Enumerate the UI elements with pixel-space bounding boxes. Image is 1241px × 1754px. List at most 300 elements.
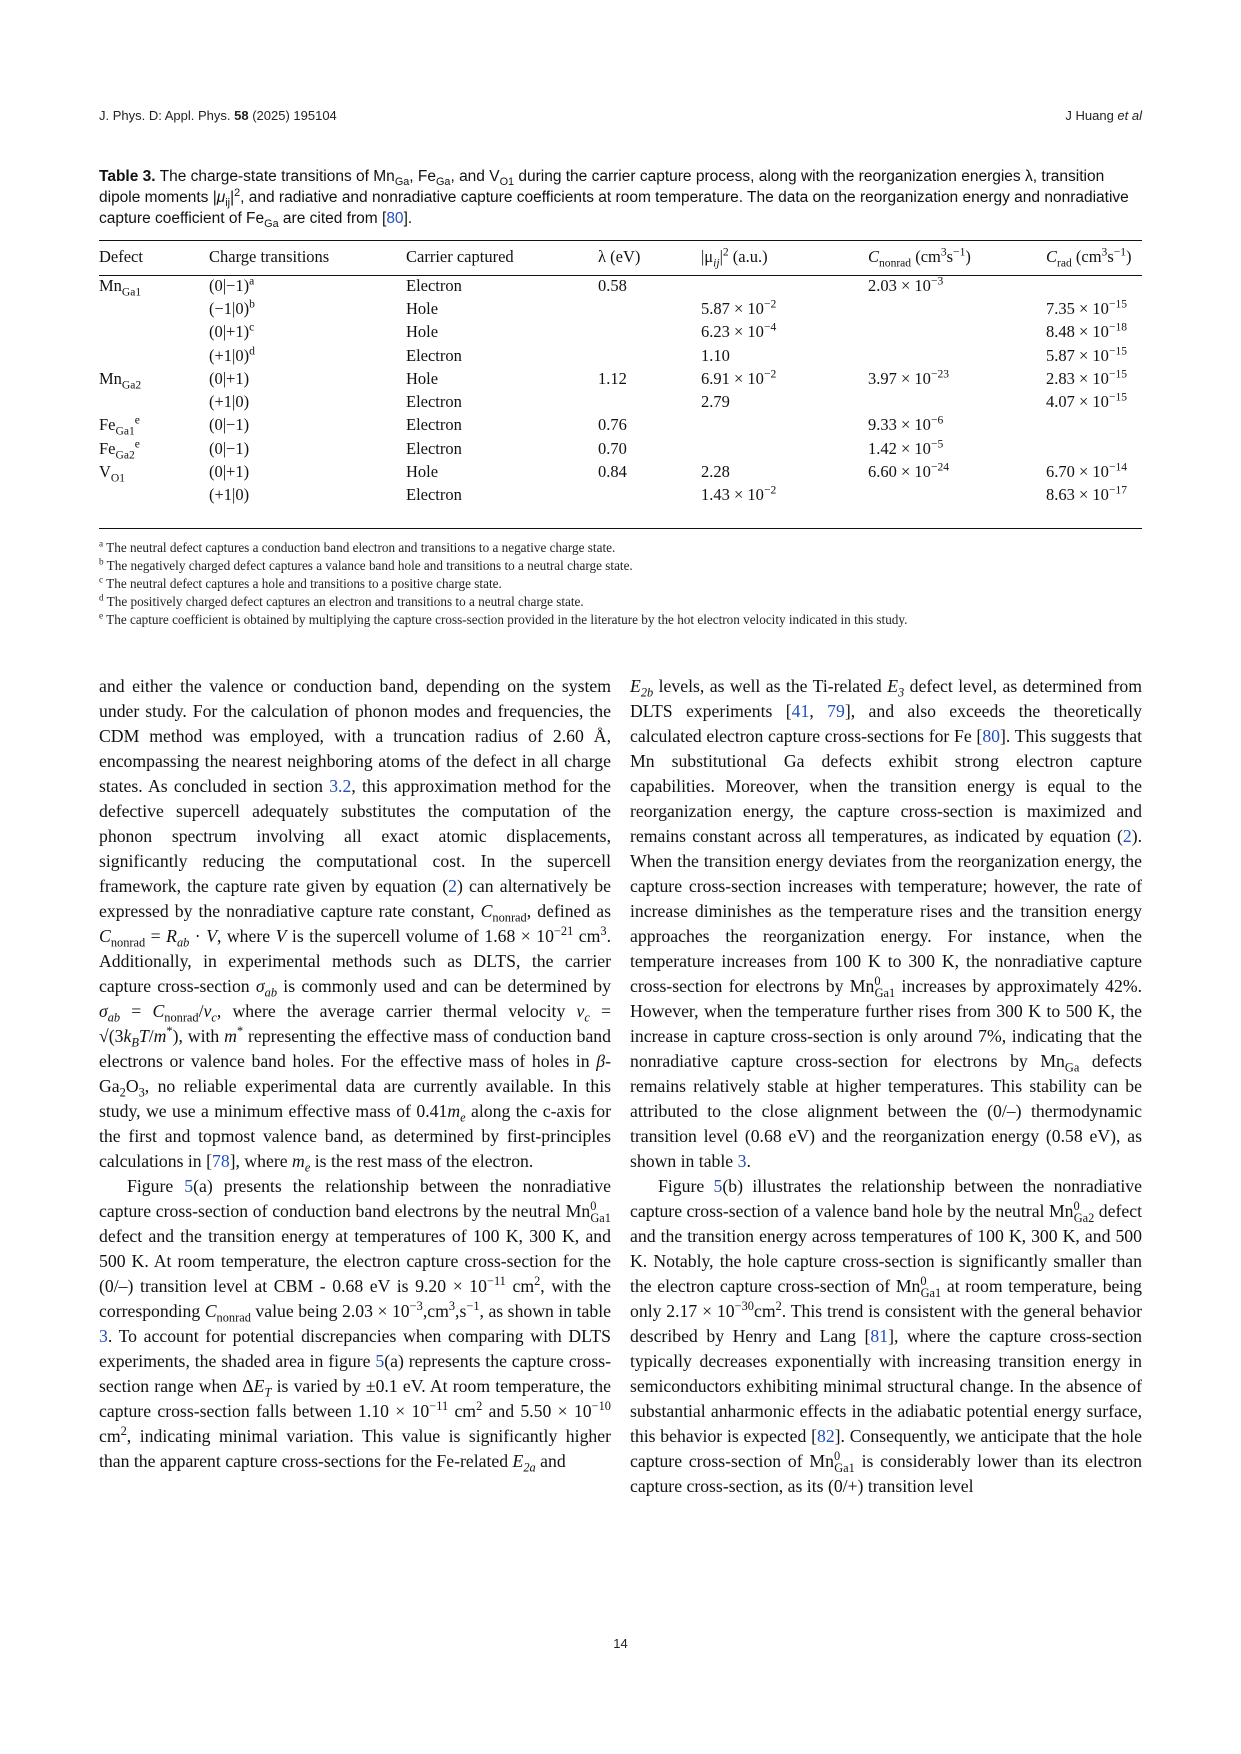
cell-lambda: [598, 460, 701, 483]
cnonrad-exponent: −3: [930, 275, 944, 288]
text: 2: [476, 1399, 483, 1414]
math: =: [120, 1001, 153, 1021]
cell-crad: [1046, 390, 1142, 413]
text: 2: [775, 1299, 782, 1314]
cell-carrier: [406, 321, 598, 344]
cnonrad-value: 3.97 × 10: [868, 368, 931, 388]
text: increases by approximately 42%. However, when the temperature further rises from 300 K to 500 K, the increase in capture cross-section is only around 7%, indicating that the nonradiative capture cross-section for electrons by: [630, 976, 1142, 1071]
text: . Additionally, in experimental methods such as DLTS, the carrier capture cross-section: [99, 926, 612, 996]
table-link[interactable]: 3: [737, 1151, 747, 1171]
header-mu: [701, 240, 868, 274]
math: nonrad: [492, 910, 527, 925]
cell-mu: [701, 274, 868, 297]
paragraph: [630, 1174, 1142, 1499]
cell-defect: [99, 297, 209, 320]
footnote-text: The negatively charged defect captures a valance band hole and transitions to a neutral charge state.: [103, 558, 633, 573]
header-crad: [1046, 240, 1142, 274]
cell-transition: [209, 484, 406, 507]
defect-symbol: Fe: [99, 438, 116, 458]
table-footnote: [99, 574, 502, 594]
math: $Mn^0_{Ga1}$: [809, 1449, 855, 1475]
cell-transition: [209, 460, 406, 483]
transition-text: (+1|0): [209, 392, 250, 412]
cell-mu: [701, 484, 868, 507]
cnonrad-exponent: −6: [930, 414, 944, 427]
cell-carrier: [406, 297, 598, 320]
authors-etal: et al: [1117, 108, 1142, 123]
text: defect and the transition energy across temperatures of 100 K, 300 K, and 500 K. Notably, the hole capture cross-section is significantly smaller than the electron capture cross-section of: [630, 1201, 1142, 1296]
text: , defined as: [526, 901, 611, 921]
lambda-value: 0.84: [598, 462, 627, 482]
header-c-unit: s: [1107, 247, 1114, 266]
header-cnonrad: [868, 240, 1046, 274]
text: 2: [120, 1424, 127, 1439]
header-mu-unit: (a.u.): [728, 247, 768, 266]
cell-defect: [99, 484, 209, 507]
table-row: [99, 344, 1142, 367]
header-c-unit: (cm: [911, 247, 941, 266]
cell-mu: [701, 390, 868, 413]
table-row: [99, 297, 1142, 320]
cnonrad-value: 9.33 × 10: [868, 415, 931, 435]
figure-link[interactable]: 5: [375, 1351, 385, 1371]
journal-name: J. Phys. D: Appl. Phys.: [99, 108, 235, 123]
caption-sub: Ga: [435, 176, 451, 189]
math: C: [99, 926, 111, 946]
text: defects remains relatively stable at higher temperatures. This stability can be attributed to the close alignment between the (0/–) thermodynamic transition level (0.68 eV) and the reorganization energy (0.58 eV), as shown in table: [630, 1051, 1142, 1171]
text: (b) illustrates the relationship between the nonradiative capture cross-section of a valence band hole by the neutral: [630, 1176, 1142, 1221]
text: along the c-axis for the first and topmost valence band, as determined by first-principles calculations in [: [99, 1101, 611, 1171]
text: −3: [409, 1299, 423, 1314]
math: C: [204, 1301, 217, 1321]
footnote-text: The positively charged defect captures an electron and transitions to a neutral charge state.: [103, 594, 584, 609]
carrier-text: Electron: [406, 275, 462, 295]
text: ]. Consequently, we anticipate that the hole capture cross-section of: [630, 1426, 1142, 1471]
caption-sub: Ga: [394, 176, 410, 189]
mu-exponent: −2: [763, 298, 777, 311]
text: levels, as well as the Ti-related: [653, 676, 888, 696]
text: ], and also exceeds the theoretically calculated electron capture cross-sections for Fe [: [630, 701, 1142, 746]
math: $\sigma_{ab}$: [99, 1001, 121, 1025]
citation-link[interactable]: 80: [386, 210, 404, 227]
text: ,: [809, 701, 828, 721]
carrier-text: Electron: [406, 438, 462, 458]
cell-carrier: [406, 437, 598, 460]
mu-exponent: −2: [763, 368, 777, 381]
math: =: [145, 926, 167, 946]
math: *: [236, 1024, 244, 1039]
table-row: [99, 414, 1142, 437]
cell-defect: [99, 274, 209, 297]
crad-exponent: −15: [1108, 298, 1127, 311]
journal-volume: 58: [234, 108, 249, 123]
text: , with the corresponding: [99, 1276, 612, 1321]
cell-cnonrad: [868, 437, 1046, 460]
math: $E_{2b}$: [630, 676, 654, 700]
text: . This trend is consistent with the general behavior described by Henry and Lang [: [630, 1301, 1143, 1346]
cell-transition: [209, 437, 406, 460]
table-row: [99, 460, 1142, 483]
header-c-unit: ): [965, 247, 971, 266]
text: is commonly used and can be determined by: [277, 976, 611, 996]
math: $v_c$: [203, 1001, 217, 1025]
carrier-text: Electron: [406, 485, 462, 505]
cell-carrier: [406, 414, 598, 437]
text: cm: [448, 1401, 477, 1421]
footnote-mark: c: [99, 574, 104, 585]
table-footnote: [99, 538, 615, 558]
cell-cnonrad: [868, 297, 1046, 320]
mu-value: 6.91 × 10: [701, 368, 764, 388]
text: , where: [217, 926, 276, 946]
caption-text: |: [230, 189, 235, 206]
body-right-column: [630, 674, 1142, 1499]
text: −11: [429, 1399, 449, 1414]
cell-transition: [209, 297, 406, 320]
math: nonrad: [110, 935, 146, 950]
text: , indicating minimal variation. This value is significantly higher than the apparent capture cross-sections for the Fe-related: [99, 1426, 611, 1471]
text: is the supercell volume of 1.68 × 10: [286, 926, 554, 946]
header-transitions: Charge transitions: [209, 247, 330, 266]
cell-mu: [701, 367, 868, 390]
text: ,s: [455, 1301, 467, 1321]
cell-defect: [99, 460, 209, 483]
cnonrad-exponent: −24: [930, 461, 949, 474]
math: V: [206, 926, 217, 946]
text: 3: [600, 924, 607, 939]
defect-site: Ga2: [115, 449, 135, 462]
text: −21: [553, 924, 574, 939]
cell-crad: [1046, 484, 1142, 507]
text: , no reliable experimental data are currently available. In this study, we use a minimum effective mass of 0.41: [99, 1076, 611, 1121]
math: $v_c$: [576, 1001, 590, 1025]
cell-crad: [1046, 344, 1142, 367]
text: cm: [99, 1426, 121, 1446]
math: ): [172, 1026, 179, 1046]
cell-lambda: [598, 274, 701, 297]
cell-carrier: [406, 367, 598, 390]
footnote-text: The capture coefficient is obtained by multiplying the capture cross-section provided in the literature by the hot electron velocity indicated in this study.: [103, 612, 908, 627]
text: defect and the transition energy at temperatures of 100 K, 300 K, and 500 K. At room temperature, the electron capture cross-section for the (0/–) transition level at CBM - 0.68 eV is 9.20 × 10: [99, 1226, 611, 1296]
math: $Mn^0_{Ga2}$: [1048, 1199, 1095, 1225]
cell-cnonrad: [868, 390, 1046, 413]
defect-symbol: Mn: [99, 368, 122, 388]
body-left-column: [99, 674, 611, 1474]
cell-cnonrad: [868, 414, 1046, 437]
text: ], where: [229, 1151, 293, 1171]
journal-year-article: (2025) 195104: [248, 108, 337, 123]
cnonrad-value: 2.03 × 10: [868, 275, 931, 295]
text: is varied by ±0.1 eV. At room temperature, the capture cross-section falls between 1.10 × 10: [99, 1376, 611, 1421]
math: m: [224, 1026, 237, 1046]
transition-text: (0|+1): [209, 368, 250, 388]
cell-cnonrad: [868, 321, 1046, 344]
caption-text: ].: [403, 210, 413, 227]
cell-lambda: [598, 390, 701, 413]
header-lambda: λ (eV): [598, 247, 641, 266]
crad-value: 2.83 × 10: [1046, 368, 1109, 388]
text: (a) represents the capture cross-section range when: [99, 1351, 611, 1396]
table-header-row: [99, 240, 1142, 274]
cell-crad: [1046, 321, 1142, 344]
math: = √(3: [99, 1001, 611, 1046]
cell-carrier: [406, 274, 598, 297]
lambda-value: 0.70: [598, 438, 627, 458]
text: is the rest mass of the electron.: [310, 1151, 534, 1171]
text: , where the average carrier thermal velocity: [216, 1001, 577, 1021]
caption-label: Table 3.: [99, 168, 156, 185]
math: /: [148, 1026, 154, 1046]
crad-value: 5.87 × 10: [1046, 345, 1109, 365]
cell-carrier: [406, 484, 598, 507]
defect-site: Ga1: [121, 285, 142, 298]
cell-mu: [701, 297, 868, 320]
mu-exponent: −4: [763, 321, 777, 334]
citation-link[interactable]: 78: [211, 1151, 230, 1171]
lambda-value: 0.76: [598, 415, 627, 435]
citation-link[interactable]: 41: [791, 701, 810, 721]
footnote-mark: b: [249, 298, 255, 311]
mu-value: 5.87 × 10: [701, 298, 764, 318]
header-mu-sup: 2: [722, 246, 729, 259]
cell-mu: [701, 344, 868, 367]
cell-lambda: [598, 344, 701, 367]
header-mu-text: |: [719, 247, 723, 266]
defect-symbol: Mn: [99, 275, 122, 295]
cnonrad-value: 1.42 × 10: [868, 438, 931, 458]
equation-link[interactable]: 2: [1122, 826, 1132, 846]
cell-lambda: [598, 484, 701, 507]
table-row: [99, 367, 1142, 390]
text: representing the effective mass of conduction band electrons or valence band holes. For the effective mass of holes in: [99, 1026, 611, 1071]
crad-exponent: −17: [1108, 484, 1127, 497]
header-c-sup: −1: [1113, 246, 1127, 259]
footnote-mark: a: [249, 275, 255, 288]
math: $Mn^0_{Ga1}$: [849, 974, 896, 1000]
page-number: 14: [613, 1636, 628, 1651]
crad-value: 7.35 × 10: [1046, 298, 1109, 318]
defect-site: Ga1: [115, 425, 135, 438]
text: ). When the transition energy deviates from the reorganization energy, the capture cross-section increases with temperature; however, the rate of increase diminishes as the temperature rises and the transition energy approaches the reorganization energy. For instance, when the temperature increases from 100 K to 300 K, the nonradiative capture cross-section for electrons by: [630, 826, 1142, 996]
cell-transition: [209, 274, 406, 297]
header-c-unit: s: [946, 247, 954, 266]
cell-mu: [701, 414, 868, 437]
citation-link[interactable]: 80: [982, 726, 1000, 746]
transition-text: (0|+1): [209, 322, 250, 342]
text: Figure: [658, 1176, 714, 1196]
text: −30: [734, 1299, 754, 1314]
figure-link[interactable]: 5: [713, 1176, 723, 1196]
carrier-text: Electron: [406, 415, 462, 435]
citation-link[interactable]: 81: [870, 1326, 889, 1346]
text: and either the valence or conduction band, depending on the system under study. For the calculation of phonon modes and frequencies, the CDM method was employed, with a truncation radius of 2.60 Å, encompassing the nearest neighboring atoms of the defect in all charge states. As concluded in section: [99, 676, 611, 796]
carrier-text: Hole: [406, 298, 439, 318]
math: $E_{2a}$: [512, 1451, 536, 1475]
cell-cnonrad: [868, 344, 1046, 367]
transition-text: (+1|0): [209, 485, 250, 505]
footnote-mark: c: [249, 321, 255, 334]
caption-sup: 2: [234, 186, 241, 199]
table-footnote: [99, 592, 584, 612]
header-c-unit: ): [1126, 247, 1132, 266]
crad-exponent: −15: [1108, 368, 1127, 381]
table-caption: [99, 166, 1142, 229]
paragraph: [99, 674, 611, 1174]
cell-lambda: [598, 321, 701, 344]
cell-cnonrad: [868, 460, 1046, 483]
footnote-mark: e: [134, 414, 140, 427]
caption-text: The charge-state transitions of Mn: [155, 168, 395, 185]
text: is considerably lower than its electron capture cross-section, as its (0/+) transition level: [630, 1451, 1142, 1496]
text: , with: [178, 1026, 225, 1046]
transition-text: (+1|0): [209, 345, 250, 365]
transition-text: (0|−1): [209, 275, 250, 295]
defect-site: O1: [110, 472, 126, 485]
transition-text: (0|−1): [209, 415, 250, 435]
carrier-text: Hole: [406, 462, 439, 482]
text: −10: [591, 1399, 611, 1414]
crad-value: 8.63 × 10: [1046, 485, 1109, 505]
text: and: [535, 1451, 566, 1471]
header-c-symbol: C: [868, 247, 880, 266]
cell-defect: [99, 414, 209, 437]
cell-carrier: [406, 460, 598, 483]
header-mu-sub: ij: [713, 257, 720, 270]
header-mu-text: |μ: [701, 247, 714, 266]
cnonrad-exponent: −5: [930, 438, 944, 451]
equation-link[interactable]: 2: [448, 876, 457, 896]
math: ·: [189, 926, 207, 946]
cell-mu: [701, 437, 868, 460]
caption-text: are cited from [: [278, 210, 387, 227]
table-body: [99, 240, 1142, 507]
transition-text: (0|−1): [209, 438, 250, 458]
table-row: [99, 437, 1142, 460]
cell-cnonrad: [868, 484, 1046, 507]
table-footnote: [99, 610, 907, 630]
math: nonrad: [164, 1010, 199, 1025]
cell-defect: [99, 321, 209, 344]
text: ], where the capture cross-section typically decreases exponentially with increasing transition energy in semiconductors exhibiting minimal structural change. In the absence of substantial anharmonic effects in the adiabatic potential energy surface, this behavior is expected [: [630, 1326, 1143, 1446]
math: nonrad: [216, 1310, 251, 1325]
carrier-text: Hole: [406, 368, 439, 388]
math: β: [596, 1051, 606, 1071]
running-header-left: [99, 108, 337, 123]
figure-link[interactable]: 5: [184, 1176, 194, 1196]
crad-value: 6.70 × 10: [1046, 462, 1109, 482]
footnote-mark: d: [99, 592, 104, 603]
caption-symbol: μ: [216, 189, 226, 206]
cell-transition: [209, 367, 406, 390]
text: ) can alternatively be expressed by the nonradiative capture rate constant,: [99, 876, 611, 921]
table-bottom-rule: [99, 528, 1142, 529]
crad-exponent: −14: [1108, 461, 1127, 474]
crad-exponent: −15: [1108, 391, 1127, 404]
header-c-sub: nonrad: [879, 257, 912, 270]
footnote-text: The neutral defect captures a conduction band electron and transitions to a negative charge state.: [103, 540, 616, 555]
footnote-mark: d: [249, 345, 255, 358]
defect-symbol: V: [99, 462, 111, 482]
math: $Mn_{Ga}$: [1040, 1051, 1080, 1075]
transition-text: (0|+1): [209, 462, 250, 482]
footnote-mark: b: [99, 556, 104, 567]
text: (a) presents the relationship between the nonradiative capture cross-section of conduction band electrons by the neutral: [99, 1176, 611, 1221]
text: . To account for potential discrepancies when comparing with DLTS experiments, the shaded area in figure: [99, 1326, 611, 1371]
paragraph: [630, 674, 1142, 1174]
caption-text: , Fe: [409, 168, 436, 185]
section-link[interactable]: 3.2: [329, 776, 352, 796]
paragraph: [99, 1174, 611, 1474]
text: 3: [448, 1299, 456, 1314]
math: $-Ga_2O_3$: [99, 1051, 611, 1100]
text: ]. This suggests that Mn substitutional Ga defects exhibit strong electron capture capabilities. Moreover, when the transition energy is equal to the reorganization energy, the capture cross-section is maximized and remains constant across all temperatures, as indicated by equation (: [630, 726, 1142, 846]
cell-crad: [1046, 414, 1142, 437]
header-c-sup: −1: [953, 246, 966, 259]
cell-defect: [99, 390, 209, 413]
cell-lambda: [598, 297, 701, 320]
cell-lambda: [598, 414, 701, 437]
footnote-mark: e: [99, 610, 104, 621]
carrier-text: Electron: [406, 392, 462, 412]
table-row: [99, 390, 1142, 413]
text: −11: [486, 1274, 506, 1289]
citation-link[interactable]: 79: [827, 701, 845, 721]
header-carrier: Carrier captured: [406, 247, 514, 266]
math: *: [166, 1024, 173, 1039]
caption-text: , and radiative and nonradiative capture coefficients at room temperature. The data on the reorganization energy and nonradiative capture coefficient of Fe: [99, 189, 1129, 227]
table-link[interactable]: 3: [99, 1326, 108, 1346]
table-row: [99, 484, 1142, 507]
header-c-sup: 3: [1101, 246, 1108, 259]
cell-defect: [99, 437, 209, 460]
crad-value: 8.48 × 10: [1046, 322, 1109, 342]
cell-defect: [99, 367, 209, 390]
text: cm: [505, 1276, 535, 1296]
table-row: [99, 274, 1142, 297]
cell-transition: [209, 321, 406, 344]
cnonrad-value: 6.60 × 10: [868, 462, 931, 482]
table-footnote: [99, 556, 633, 576]
text: −1: [466, 1299, 480, 1314]
header-c-sub: rad: [1057, 257, 1072, 270]
math: m: [153, 1026, 167, 1046]
footnote-text: The neutral defect captures a hole and transitions to a positive charge state.: [103, 576, 502, 591]
cell-transition: [209, 390, 406, 413]
cell-transition: [209, 344, 406, 367]
crad-exponent: −15: [1108, 345, 1127, 358]
mu-value: 1.43 × 10: [701, 485, 764, 505]
math: $E_T$: [253, 1376, 272, 1400]
mu-value: 1.10: [701, 345, 730, 365]
table-row: [99, 321, 1142, 344]
cell-carrier: [406, 390, 598, 413]
header-defect: Defect: [99, 247, 143, 266]
cell-defect: [99, 344, 209, 367]
caption-sub: ij: [225, 197, 231, 210]
cell-lambda: [598, 437, 701, 460]
citation-link[interactable]: 82: [816, 1426, 835, 1446]
cell-carrier: [406, 344, 598, 367]
transition-text: (−1|0): [209, 298, 250, 318]
math: $R_{ab}$: [166, 926, 190, 950]
cell-crad: [1046, 437, 1142, 460]
math: $k_BT$: [123, 1026, 149, 1050]
mu-value: 2.28: [701, 462, 730, 482]
math: $Mn^0_{Ga1}$: [895, 1274, 942, 1300]
header-c-unit: (cm: [1071, 247, 1102, 266]
mu-value: 6.23 × 10: [701, 322, 764, 342]
text: ,cm: [422, 1301, 449, 1321]
